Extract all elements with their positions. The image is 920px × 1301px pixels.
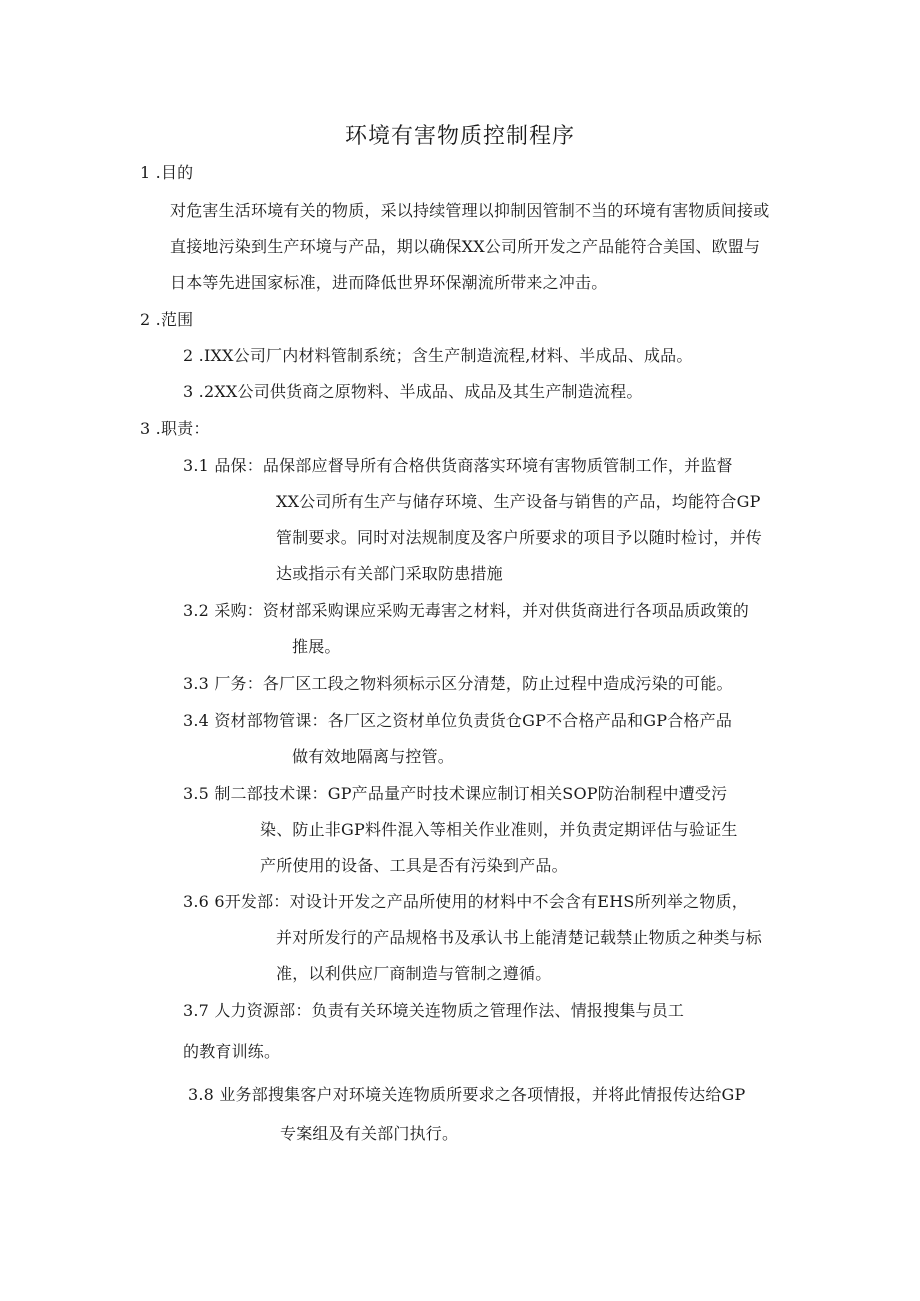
resp-3-1-line-2: XX公司所有生产与储存环境、生产设备与销售的产品，均能符合GP — [276, 492, 761, 511]
resp-3-5-line-3: 产所使用的设备、工具是否有污染到产品。 — [260, 856, 568, 875]
resp-3-1-line-3: 管制要求。同时对法规制度及客户所要求的项目予以随时检讨，并传 — [276, 528, 763, 547]
section-heading-scope: 2 .范围 — [140, 310, 194, 329]
resp-3-7-line-1: 3.7 人力资源部：负责有关环境关连物质之管理作法、情报搜集与员工 — [183, 1001, 685, 1020]
scope-item-2: 3 .2XX公司供货商之原物料、半成品、成品及其生产制造流程。 — [183, 382, 643, 401]
purpose-line-3: 日本等先进国家标准，进而降低世界环保潮流所带来之冲击。 — [170, 273, 608, 292]
resp-3-6-line-2: 并对所发行的产品规格书及承认书上能清楚记载禁止物质之种类与标 — [276, 928, 763, 947]
resp-3-3-line-1: 3.3 厂务：各厂区工段之物料须标示区分清楚，防止过程中造成污染的可能。 — [183, 674, 733, 693]
resp-3-4-line-2: 做有效地隔离与控管。 — [292, 747, 455, 766]
resp-3-2-line-1: 3.2 采购：资材部采购课应采购无毒害之材料，并对供货商进行各项品质政策的 — [183, 601, 749, 620]
scope-item-1: 2 .IXX公司厂内材料管制系统；含生产制造流程,材料、半成品、成品。 — [183, 346, 693, 365]
purpose-line-2: 直接地污染到生产环境与产品，期以确保XX公司所开发之产品能符合美国、欧盟与 — [170, 237, 761, 256]
section-heading-purpose: 1 .目的 — [140, 163, 194, 182]
resp-3-5-line-2: 染、防止非GP料件混入等相关作业准则，并负责定期评估与验证生 — [260, 820, 738, 839]
resp-3-6-line-1: 3.6 6开发部：对设计开发之产品所使用的材料中不会含有EHS所列举之物质， — [183, 892, 748, 911]
document-title: 环境有害物质控制程序 — [344, 124, 575, 149]
purpose-line-1: 对危害生活环境有关的物质，采以持续管理以抑制因管制不当的环境有害物质间接或 — [170, 201, 770, 220]
resp-3-7-line-2: 的教育训练。 — [183, 1042, 281, 1061]
resp-3-8-line-1: 3.8 业务部搜集客户对环境关连物质所要求之各项情报，并将此情报传达给GP — [188, 1085, 746, 1104]
resp-3-6-line-3: 准，以利供应厂商制造与管制之遵循。 — [276, 964, 552, 983]
resp-3-8-line-2: 专案组及有关部门执行。 — [280, 1124, 459, 1143]
resp-3-1-line-1: 3.1 品保：品保部应督导所有合格供货商落实环境有害物质管制工作，并监督 — [183, 456, 733, 475]
resp-3-2-line-2: 推展。 — [292, 637, 341, 656]
resp-3-1-line-4: 达或指示有关部门采取防患措施 — [276, 564, 503, 583]
resp-3-5-line-1: 3.5 制二部技术课：GP产品量产时技术课应制订相关SOP防治制程中遭受污 — [183, 784, 728, 803]
resp-3-4-line-1: 3.4 资材部物管课：各厂区之资材单位负责货仓GP不合格产品和GP合格产品 — [183, 711, 733, 730]
section-heading-responsibilities: 3 .职责： — [140, 419, 210, 438]
